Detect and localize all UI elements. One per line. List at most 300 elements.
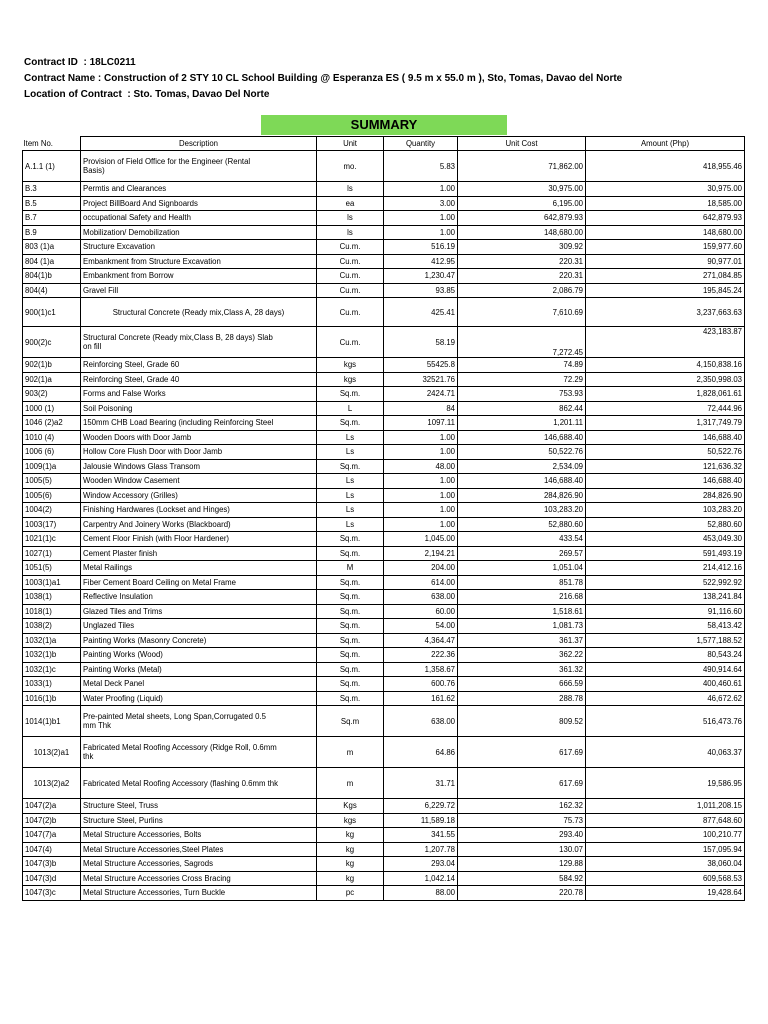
- table-row: [23, 590, 745, 605]
- item-no-cell: B.9: [23, 225, 81, 240]
- amount-cell: 400,460.61: [586, 677, 745, 692]
- description-cell: Glazed Tiles and Trims: [81, 604, 317, 619]
- amount-cell: 591,493.19: [586, 546, 745, 561]
- quantity-cell: 161.62: [384, 691, 458, 706]
- item-no-cell: 1047(7)a: [23, 828, 81, 843]
- table-row: [23, 604, 745, 619]
- unit-cost-cell: 162.32: [458, 799, 586, 814]
- unit-cell: Sq.m.: [317, 416, 384, 431]
- amount-cell: 58,413.42: [586, 619, 745, 634]
- unit-cell: ls: [317, 225, 384, 240]
- col-header-unit-cost: Unit Cost: [458, 137, 586, 151]
- unit-cost-cell: 71,862.00: [458, 151, 586, 182]
- unit-cost-cell: 216.68: [458, 590, 586, 605]
- description-cell: Fabricated Metal Roofing Accessory (flashing 0.6mm thk: [81, 768, 317, 799]
- unit-cost-cell: 862.44: [458, 401, 586, 416]
- amount-cell: 18,585.00: [586, 196, 745, 211]
- unit-cell: Sq.m.: [317, 387, 384, 402]
- quantity-cell: 2424.71: [384, 387, 458, 402]
- unit-cell: Ls: [317, 488, 384, 503]
- table-row: [23, 488, 745, 503]
- quantity-cell: 54.00: [384, 619, 458, 634]
- item-no-cell: 1047(3)b: [23, 857, 81, 872]
- quantity-cell: 1,045.00: [384, 532, 458, 547]
- amount-cell: 100,210.77: [586, 828, 745, 843]
- amount-cell: 148,680.00: [586, 225, 745, 240]
- description-cell: Soil Poisoning: [81, 401, 317, 416]
- amount-cell: 877,648.60: [586, 813, 745, 828]
- amount-cell: 195,845.24: [586, 283, 745, 298]
- description-cell: Reinforcing Steel, Grade 40: [81, 372, 317, 387]
- quantity-cell: 60.00: [384, 604, 458, 619]
- unit-cost-cell: 851.78: [458, 575, 586, 590]
- table-row: [23, 633, 745, 648]
- description-cell: Metal Structure Accessories Cross Bracing: [81, 871, 317, 886]
- table-row: [23, 327, 745, 358]
- amount-cell: 103,283.20: [586, 503, 745, 518]
- item-no-cell: 1018(1): [23, 604, 81, 619]
- quantity-cell: 32521.76: [384, 372, 458, 387]
- description-cell: Window Accessory (Grilles): [81, 488, 317, 503]
- description-cell: Gravel Fill: [81, 283, 317, 298]
- unit-cell: Ls: [317, 503, 384, 518]
- item-no-cell: 1016(1)b: [23, 691, 81, 706]
- unit-cost-cell: 74.89: [458, 358, 586, 373]
- item-no-cell: 1004(2): [23, 503, 81, 518]
- amount-cell: 418,955.46: [586, 151, 745, 182]
- table-row: [23, 575, 745, 590]
- unit-cell: Kgs: [317, 799, 384, 814]
- table-row: [23, 401, 745, 416]
- unit-cost-cell: 1,518.61: [458, 604, 586, 619]
- unit-cell: Sq.m: [317, 706, 384, 737]
- quantity-cell: 638.00: [384, 590, 458, 605]
- item-no-cell: 902(1)a: [23, 372, 81, 387]
- amount-cell: 146,688.40: [586, 430, 745, 445]
- description-cell: Metal Railings: [81, 561, 317, 576]
- amount-cell: 80,543.24: [586, 648, 745, 663]
- unit-cell: Sq.m.: [317, 662, 384, 677]
- item-no-cell: 1005(5): [23, 474, 81, 489]
- description-cell: Forms and False Works: [81, 387, 317, 402]
- table-row: [23, 503, 745, 518]
- amount-cell: 3,237,663.63: [586, 298, 745, 327]
- item-no-cell: 803 (1)a: [23, 240, 81, 255]
- item-no-cell: 1032(1)a: [23, 633, 81, 648]
- col-header-amount: Amount (Php): [586, 137, 745, 151]
- unit-cell: Cu.m.: [317, 298, 384, 327]
- unit-cost-cell: 148,680.00: [458, 225, 586, 240]
- amount-cell: 52,880.60: [586, 517, 745, 532]
- table-row: [23, 842, 745, 857]
- table-row: [23, 517, 745, 532]
- unit-cost-cell: 293.40: [458, 828, 586, 843]
- item-no-cell: 1032(1)c: [23, 662, 81, 677]
- unit-cell: m: [317, 768, 384, 799]
- unit-cost-cell: 7,272.45: [458, 327, 586, 358]
- quantity-cell: 1.00: [384, 182, 458, 197]
- unit-cost-cell: 362.22: [458, 648, 586, 663]
- unit-cost-cell: 284,826.90: [458, 488, 586, 503]
- unit-cell: pc: [317, 886, 384, 901]
- unit-cell: Cu.m.: [317, 327, 384, 358]
- amount-cell: 284,826.90: [586, 488, 745, 503]
- quantity-cell: 1097.11: [384, 416, 458, 431]
- table-row: [23, 211, 745, 226]
- table-row: [23, 662, 745, 677]
- amount-cell: 90,977.01: [586, 254, 745, 269]
- amount-cell: 522,992.92: [586, 575, 745, 590]
- quantity-cell: 55425.8: [384, 358, 458, 373]
- quantity-cell: 6,229.72: [384, 799, 458, 814]
- item-no-cell: 1033(1): [23, 677, 81, 692]
- item-no-cell: 902(1)b: [23, 358, 81, 373]
- table-row: [23, 474, 745, 489]
- table-body: [23, 151, 745, 901]
- item-no-cell: 903(2): [23, 387, 81, 402]
- table-row: [23, 768, 745, 799]
- amount-cell: 72,444.96: [586, 401, 745, 416]
- description-cell: Cement Floor Finish (with Floor Hardener): [81, 532, 317, 547]
- description-cell: Painting Works (Metal): [81, 662, 317, 677]
- unit-cell: kgs: [317, 813, 384, 828]
- amount-cell: 453,049.30: [586, 532, 745, 547]
- amount-cell: 609,568.53: [586, 871, 745, 886]
- unit-cell: Sq.m.: [317, 546, 384, 561]
- item-no-cell: A.1.1 (1): [23, 151, 81, 182]
- description-cell: Wooden Doors with Door Jamb: [81, 430, 317, 445]
- amount-cell: 642,879.93: [586, 211, 745, 226]
- item-no-cell: 1047(2)a: [23, 799, 81, 814]
- unit-cell: mo.: [317, 151, 384, 182]
- item-no-cell: 1047(3)d: [23, 871, 81, 886]
- amount-cell: 4,150,838.16: [586, 358, 745, 373]
- item-no-cell: 1010 (4): [23, 430, 81, 445]
- table-row: [23, 813, 745, 828]
- table-row: [23, 828, 745, 843]
- unit-cell: m: [317, 737, 384, 768]
- item-no-cell: 804 (1)a: [23, 254, 81, 269]
- unit-cell: kg: [317, 871, 384, 886]
- table-row: [23, 240, 745, 255]
- amount-cell: 30,975.00: [586, 182, 745, 197]
- item-no-cell: 1047(2)b: [23, 813, 81, 828]
- contract-name-line: [24, 72, 622, 85]
- item-no-cell: 1000 (1): [23, 401, 81, 416]
- col-header-item-no: Item No.: [23, 138, 53, 148]
- col-header-unit: Unit: [317, 137, 384, 151]
- table-row: [23, 546, 745, 561]
- unit-cost-cell: 146,688.40: [458, 474, 586, 489]
- amount-cell: 516,473.76: [586, 706, 745, 737]
- unit-cost-cell: 269.57: [458, 546, 586, 561]
- amount-cell: 38,060.04: [586, 857, 745, 872]
- amount-cell: 157,095.94: [586, 842, 745, 857]
- contract-name-value: Construction of 2 STY 10 CL School Building @ Esperanza ES ( 9.5 m x 55.0 m ), Sto, Tomas, Davao del Norte: [104, 73, 623, 84]
- unit-cell: M: [317, 561, 384, 576]
- amount-cell: 1,317,749.79: [586, 416, 745, 431]
- description-cell: Finishing Hardwares (Lockset and Hinges): [81, 503, 317, 518]
- item-no-cell: 1005(6): [23, 488, 81, 503]
- description-cell: Cement Plaster finish: [81, 546, 317, 561]
- description-cell: Reinforcing Steel, Grade 60: [81, 358, 317, 373]
- quantity-cell: 58.19: [384, 327, 458, 358]
- description-cell: Metal Deck Panel: [81, 677, 317, 692]
- description-cell: Mobilization/ Demobilization: [81, 225, 317, 240]
- description-cell: Metal Structure Accessories, Bolts: [81, 828, 317, 843]
- item-no-cell: 1038(2): [23, 619, 81, 634]
- description-cell: Structural Concrete (Ready mix,Class A, 28 days): [81, 298, 317, 327]
- unit-cost-cell: 433.54: [458, 532, 586, 547]
- unit-cost-cell: 809.52: [458, 706, 586, 737]
- unit-cell: Ls: [317, 474, 384, 489]
- quantity-cell: 1.00: [384, 211, 458, 226]
- unit-cell: Cu.m.: [317, 269, 384, 284]
- item-no-cell: 1014(1)b1: [23, 706, 81, 737]
- unit-cell: kgs: [317, 372, 384, 387]
- table-row: [23, 799, 745, 814]
- description-cell: 150mm CHB Load Bearing (including Reinforcing Steel: [81, 416, 317, 431]
- item-no-cell: 1013(2)a1: [23, 737, 81, 768]
- quantity-cell: 222.36: [384, 648, 458, 663]
- description-cell: Wooden Window Casement: [81, 474, 317, 489]
- unit-cost-cell: 52,880.60: [458, 517, 586, 532]
- amount-cell: 2,350,998.03: [586, 372, 745, 387]
- quantity-cell: 1,358.67: [384, 662, 458, 677]
- amount-cell: 423,183.87: [586, 327, 745, 358]
- unit-cost-cell: 129.88: [458, 857, 586, 872]
- description-cell: Metal Structure Accessories,Steel Plates: [81, 842, 317, 857]
- amount-cell: 121,636.32: [586, 459, 745, 474]
- unit-cell: kg: [317, 842, 384, 857]
- unit-cell: Cu.m.: [317, 240, 384, 255]
- location-value: : Sto. Tomas, Davao Del Norte: [127, 89, 270, 100]
- summary-table: [22, 136, 745, 901]
- quantity-cell: 3.00: [384, 196, 458, 211]
- quantity-cell: 93.85: [384, 283, 458, 298]
- contract-id-value: : 18LC0211: [83, 57, 136, 68]
- table-row: [23, 691, 745, 706]
- quantity-cell: 84: [384, 401, 458, 416]
- quantity-cell: 412.95: [384, 254, 458, 269]
- quantity-cell: 1.00: [384, 430, 458, 445]
- item-no-cell: 1032(1)b: [23, 648, 81, 663]
- amount-cell: 214,412.16: [586, 561, 745, 576]
- description-cell: Unglazed Tiles: [81, 619, 317, 634]
- table-row: [23, 737, 745, 768]
- unit-cost-cell: 220.31: [458, 254, 586, 269]
- quantity-cell: 516.19: [384, 240, 458, 255]
- unit-cost-cell: 584.92: [458, 871, 586, 886]
- unit-cell: Sq.m.: [317, 648, 384, 663]
- amount-cell: 50,522.76: [586, 445, 745, 460]
- table-row: [23, 269, 745, 284]
- amount-cell: 19,586.95: [586, 768, 745, 799]
- table-header-row: [23, 137, 745, 151]
- description-cell: Painting Works (Wood): [81, 648, 317, 663]
- description-cell: Structure Steel, Purlins: [81, 813, 317, 828]
- description-cell: Water Proofing (Liquid): [81, 691, 317, 706]
- amount-cell: 159,977.60: [586, 240, 745, 255]
- unit-cost-cell: 361.37: [458, 633, 586, 648]
- unit-cost-cell: 2,086.79: [458, 283, 586, 298]
- quantity-cell: 600.76: [384, 677, 458, 692]
- quantity-cell: 341.55: [384, 828, 458, 843]
- quantity-cell: 638.00: [384, 706, 458, 737]
- quantity-cell: 5.83: [384, 151, 458, 182]
- table-row: [23, 445, 745, 460]
- unit-cost-cell: 617.69: [458, 768, 586, 799]
- unit-cell: Sq.m.: [317, 619, 384, 634]
- item-no-cell: 1051(5): [23, 561, 81, 576]
- quantity-cell: 31.71: [384, 768, 458, 799]
- quantity-cell: 1.00: [384, 517, 458, 532]
- quantity-cell: 4,364.47: [384, 633, 458, 648]
- item-no-cell: B.3: [23, 182, 81, 197]
- location-line: [24, 88, 269, 101]
- item-no-cell: 1003(17): [23, 517, 81, 532]
- table-row: [23, 254, 745, 269]
- item-no-cell: B.7: [23, 211, 81, 226]
- amount-cell: 19,428.64: [586, 886, 745, 901]
- unit-cell: Sq.m.: [317, 691, 384, 706]
- description-cell: Fabricated Metal Roofing Accessory (Ridge Roll, 0.6mm thk: [81, 737, 317, 768]
- unit-cost-cell: 75.73: [458, 813, 586, 828]
- table-row: [23, 430, 745, 445]
- item-no-cell: 900(2)c: [23, 327, 81, 358]
- quantity-cell: 2,194.21: [384, 546, 458, 561]
- quantity-cell: 1.00: [384, 225, 458, 240]
- unit-cell: ls: [317, 211, 384, 226]
- unit-cell: kgs: [317, 358, 384, 373]
- unit-cell: Sq.m.: [317, 677, 384, 692]
- unit-cell: ls: [317, 182, 384, 197]
- item-no-cell: 1046 (2)a2: [23, 416, 81, 431]
- description-cell: Metal Structure Accessories, Turn Buckle: [81, 886, 317, 901]
- table-row: [23, 225, 745, 240]
- item-no-cell: 1038(1): [23, 590, 81, 605]
- quantity-cell: 293.04: [384, 857, 458, 872]
- quantity-cell: 64.86: [384, 737, 458, 768]
- unit-cost-cell: 6,195.00: [458, 196, 586, 211]
- unit-cost-cell: 666.59: [458, 677, 586, 692]
- table-row: [23, 298, 745, 327]
- table-row: [23, 857, 745, 872]
- quantity-cell: 1,207.78: [384, 842, 458, 857]
- unit-cost-cell: 146,688.40: [458, 430, 586, 445]
- item-no-cell: 1047(4): [23, 842, 81, 857]
- unit-cost-cell: 30,975.00: [458, 182, 586, 197]
- amount-cell: 1,828,061.61: [586, 387, 745, 402]
- unit-cost-cell: 2,534.09: [458, 459, 586, 474]
- description-cell: Jalousie Windows Glass Transom: [81, 459, 317, 474]
- unit-cost-cell: 103,283.20: [458, 503, 586, 518]
- unit-cost-cell: 1,201.11: [458, 416, 586, 431]
- table-row: [23, 561, 745, 576]
- unit-cell: Ls: [317, 430, 384, 445]
- unit-cost-cell: 220.78: [458, 886, 586, 901]
- item-no-cell: 1027(1): [23, 546, 81, 561]
- table-row: [23, 532, 745, 547]
- unit-cost-cell: 220.31: [458, 269, 586, 284]
- quantity-cell: 11,589.18: [384, 813, 458, 828]
- unit-cell: Cu.m.: [317, 254, 384, 269]
- col-header-description: Description: [81, 137, 317, 151]
- item-no-cell: 1003(1)a1: [23, 575, 81, 590]
- description-cell: Structure Steel, Truss: [81, 799, 317, 814]
- description-cell: Reflective Insulation: [81, 590, 317, 605]
- description-cell: Pre-painted Metal sheets, Long Span,Corrugated 0.5 mm Thk: [81, 706, 317, 737]
- quantity-cell: 1.00: [384, 445, 458, 460]
- quantity-cell: 88.00: [384, 886, 458, 901]
- table-row: [23, 871, 745, 886]
- amount-cell: 138,241.84: [586, 590, 745, 605]
- amount-cell: 271,084.85: [586, 269, 745, 284]
- unit-cell: L: [317, 401, 384, 416]
- item-no-cell: 804(4): [23, 283, 81, 298]
- quantity-cell: 1.00: [384, 503, 458, 518]
- item-no-cell: 900(1)c1: [23, 298, 81, 327]
- unit-cost-cell: 130.07: [458, 842, 586, 857]
- quantity-cell: 204.00: [384, 561, 458, 576]
- unit-cost-cell: 7,610.69: [458, 298, 586, 327]
- unit-cell: Ls: [317, 517, 384, 532]
- description-cell: Project BillBoard And Signboards: [81, 196, 317, 211]
- item-no-cell: 1021(1)c: [23, 532, 81, 547]
- description-cell: Carpentry And Joinery Works (Blackboard): [81, 517, 317, 532]
- description-cell: Painting Works (Masonry Concrete): [81, 633, 317, 648]
- amount-cell: 46,672.62: [586, 691, 745, 706]
- unit-cell: kg: [317, 857, 384, 872]
- table-row: [23, 648, 745, 663]
- table-row: [23, 372, 745, 387]
- quantity-cell: 1,042.14: [384, 871, 458, 886]
- amount-cell: 1,011,208.15: [586, 799, 745, 814]
- unit-cell: Sq.m.: [317, 590, 384, 605]
- quantity-cell: 614.00: [384, 575, 458, 590]
- quantity-cell: 1,230.47: [384, 269, 458, 284]
- quantity-cell: 48.00: [384, 459, 458, 474]
- item-no-cell: B.5: [23, 196, 81, 211]
- amount-cell: 146,688.40: [586, 474, 745, 489]
- item-no-cell: 1009(1)a: [23, 459, 81, 474]
- description-cell: Permtis and Clearances: [81, 182, 317, 197]
- unit-cost-cell: 309.92: [458, 240, 586, 255]
- description-cell: Fiber Cement Board Ceiling on Metal Frame: [81, 575, 317, 590]
- table-row: [23, 182, 745, 197]
- table-row: [23, 151, 745, 182]
- table-row: [23, 358, 745, 373]
- contract-id-label: Contract ID: [24, 57, 78, 68]
- unit-cell: Sq.m.: [317, 633, 384, 648]
- contract-name-label: Contract Name :: [24, 73, 102, 84]
- unit-cell: ea: [317, 196, 384, 211]
- unit-cost-cell: 753.93: [458, 387, 586, 402]
- unit-cell: Sq.m.: [317, 604, 384, 619]
- item-no-cell: 1013(2)a2: [23, 768, 81, 799]
- table-row: [23, 706, 745, 737]
- item-no-cell: 1006 (6): [23, 445, 81, 460]
- unit-cost-cell: 1,081.73: [458, 619, 586, 634]
- item-no-cell: 804(1)b: [23, 269, 81, 284]
- quantity-cell: 1.00: [384, 488, 458, 503]
- unit-cell: Cu.m.: [317, 283, 384, 298]
- description-cell: Provision of Field Office for the Engineer (Rental Basis): [81, 151, 317, 182]
- unit-cost-cell: 642,879.93: [458, 211, 586, 226]
- unit-cost-cell: 1,051.04: [458, 561, 586, 576]
- amount-cell: 1,577,188.52: [586, 633, 745, 648]
- quantity-cell: 425.41: [384, 298, 458, 327]
